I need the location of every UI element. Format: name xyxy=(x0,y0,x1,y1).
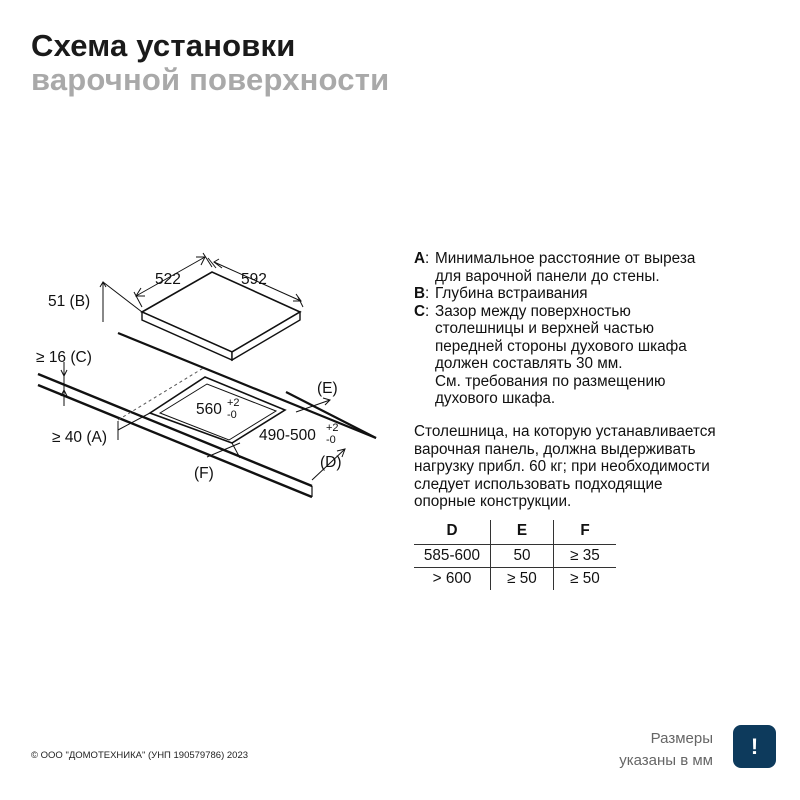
note-text-line: духового шкафа. xyxy=(435,390,556,407)
note-b: B : Глубина встраивания xyxy=(414,285,784,303)
page-subtitle: варочной поверхности xyxy=(31,62,390,97)
dim-depth-label: 592 xyxy=(241,271,267,288)
note-text-line: для варочной панели до стены. xyxy=(435,267,660,285)
note-text-line: передней стороны духового шкафа xyxy=(435,337,687,355)
dimensions-table xyxy=(414,520,616,590)
info-badge-icon: ! xyxy=(733,725,776,768)
units-line: указаны в мм xyxy=(619,752,713,769)
table-row xyxy=(414,568,616,591)
table-row xyxy=(414,545,616,568)
note-text-line: Глубина встраивания xyxy=(435,285,588,302)
cutout-depth-label: 490-500 xyxy=(259,427,316,444)
note-c: C : Зазор между поверхностью столешницы и верхней частью передней стороны духового шкафа должен составлять 30 мм. См. требования по размещению духового шкафа. xyxy=(414,303,784,408)
table-cell: 585-600 xyxy=(414,545,491,568)
note-text-line: См. требования по размещению xyxy=(435,372,666,390)
notes-list xyxy=(414,250,784,408)
table-cell: ≥ 50 xyxy=(491,568,554,591)
table-cell: ≥ 50 xyxy=(554,568,617,591)
dim-a-label: ≥ 40 (A) xyxy=(52,429,108,446)
table-header-row xyxy=(414,520,616,545)
table-cell: 50 xyxy=(491,545,554,568)
dim-width-label: 522 xyxy=(155,271,181,288)
paragraph-line: варочная панель, должна выдерживать xyxy=(414,440,696,458)
note-key: C xyxy=(414,302,426,320)
paragraph-line: Столешница, на которую устанавливается xyxy=(414,423,716,440)
note-text-line: Минимальное расстояние от выреза xyxy=(435,250,696,267)
cutout-width-tol-plus: +2 xyxy=(227,397,240,409)
paragraph-line: нагрузку прибл. 60 кг; при необходимости xyxy=(414,458,710,475)
note-a: A : Минимальное расстояние от выреза для варочной панели до стены. xyxy=(414,250,784,285)
cutout-width-tol-minus: -0 xyxy=(227,409,237,421)
dim-b-label: 51 (B) xyxy=(48,293,91,310)
dim-c-label: ≥ 16 (C) xyxy=(36,349,92,366)
cutout-depth-tol-minus: -0 xyxy=(326,434,336,446)
table-header-cell: E xyxy=(491,520,554,545)
note-key: B xyxy=(414,285,426,302)
cutout-depth-tol-plus: +2 xyxy=(326,422,339,434)
units-line: Размеры xyxy=(650,730,713,747)
page-title: Схема установки xyxy=(31,28,296,63)
units-note xyxy=(560,728,713,772)
dim-f-label: (F) xyxy=(194,465,214,482)
note-key: A xyxy=(414,250,426,267)
cutout-width-label: 560 xyxy=(196,401,222,418)
paragraph-line: следует использовать подходящие xyxy=(414,475,663,493)
paragraph-line: опорные конструкции. xyxy=(414,493,572,510)
note-text-line: столешницы и верхней частью xyxy=(435,320,654,337)
table-header-cell: D xyxy=(414,520,491,545)
load-paragraph xyxy=(414,423,784,511)
copyright-text: © ООО "ДОМОТЕХНИКА" (УНП 190579786) 2023 xyxy=(31,750,249,761)
dim-e-label: (E) xyxy=(317,380,338,397)
dim-d-label: (D) xyxy=(320,454,342,471)
table-header-cell: F xyxy=(554,520,617,545)
dim-b-line xyxy=(100,282,142,322)
table-cell: ≥ 35 xyxy=(554,545,617,568)
note-text-line: должен составлять 30 мм. xyxy=(435,355,623,372)
note-text-line: Зазор между поверхностью xyxy=(435,302,631,320)
table-cell: > 600 xyxy=(432,570,472,587)
